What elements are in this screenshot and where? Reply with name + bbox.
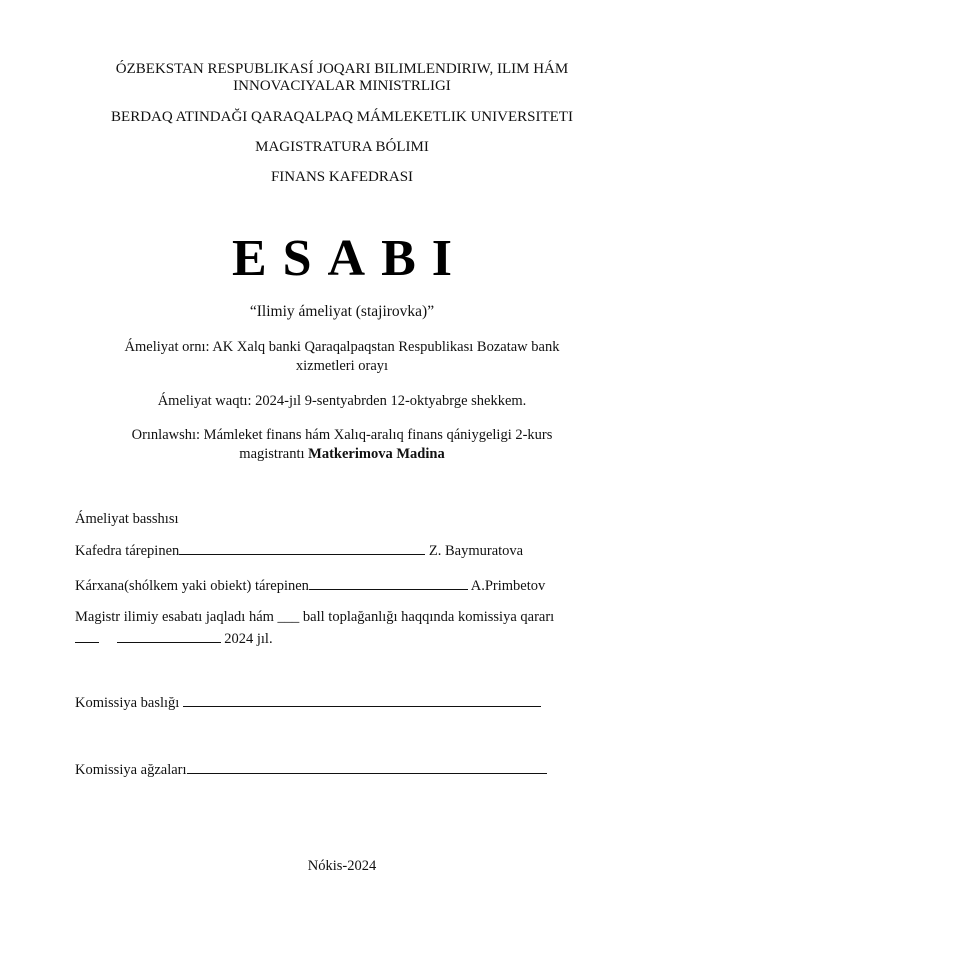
footer-place-year: Nókis-2024 bbox=[307, 858, 377, 874]
chair-supervisor-name: Z. Baymuratova bbox=[428, 543, 524, 559]
signature-line bbox=[183, 693, 541, 707]
signature-line bbox=[187, 760, 547, 774]
blank-line bbox=[75, 629, 99, 643]
signature-line bbox=[179, 541, 425, 555]
university-name: BERDAQ ATINDAĞI QARAQALPAQ MÁMLEKETLIK UNIVERSITETI bbox=[111, 109, 573, 125]
performer-line-2 bbox=[70, 445, 614, 464]
performer-name: Matkerimova Madina bbox=[308, 446, 445, 462]
commission-head-line bbox=[75, 693, 541, 713]
signature-line bbox=[309, 576, 468, 590]
document-title: ESABI bbox=[231, 230, 469, 287]
commission-decision-line-2 bbox=[75, 629, 273, 649]
department-name: MAGISTRATURA BÓLIMI bbox=[255, 139, 429, 155]
practice-place-line-2: xizmetleri orayı bbox=[295, 358, 389, 374]
commission-members-label: Komissiya ağzaları bbox=[75, 762, 187, 778]
org-supervisor-label: Kárxana(shólkem yaki obiekt) tárepinen bbox=[75, 578, 309, 594]
commission-decision-line-1: Magistr ilimiy esabatı jaqladı hám ___ ball toplağanlığı haqqında komissiya qararı bbox=[75, 609, 555, 625]
commission-head-label: Komissiya baslığı bbox=[75, 695, 180, 711]
supervisor-heading: Ámeliyat basshısı bbox=[75, 511, 179, 527]
performer-prefix: magistrantı bbox=[239, 446, 305, 462]
ministry-line-1: ÓZBEKSTAN RESPUBLIKASÍ JOQARI BILIMLENDIRIW, ILIM HÁM bbox=[115, 61, 569, 77]
org-supervisor-line bbox=[75, 576, 545, 596]
chair-name: FINANS KAFEDRASI bbox=[270, 169, 414, 185]
blank-line bbox=[117, 629, 221, 643]
document-subtitle: “Ilimiy ámeliyat (stajirovka)” bbox=[249, 303, 435, 320]
ministry-line-2: INNOVACIYALAR MINISTRLIGI bbox=[233, 78, 451, 94]
practice-time: Ámeliyat waqtı: 2024-jıl 9-sentyabrden 12-oktyabrge shekkem. bbox=[157, 393, 527, 409]
chair-supervisor-label: Kafedra tárepinen bbox=[75, 543, 180, 559]
commission-members-line bbox=[75, 760, 547, 780]
chair-supervisor-line bbox=[75, 541, 523, 561]
practice-place-line-1: Ámeliyat ornı: AK Xalq banki Qaraqalpaqstan Respublikası Bozataw bank bbox=[124, 339, 560, 355]
org-supervisor-name: A.Primbetov bbox=[470, 578, 546, 594]
performer-line-1: Orınlawshı: Mámleket finans hám Xalıq-aralıq finans qániygeligi 2-kurs bbox=[131, 427, 553, 443]
commission-decision-year: 2024 jıl. bbox=[224, 631, 273, 647]
